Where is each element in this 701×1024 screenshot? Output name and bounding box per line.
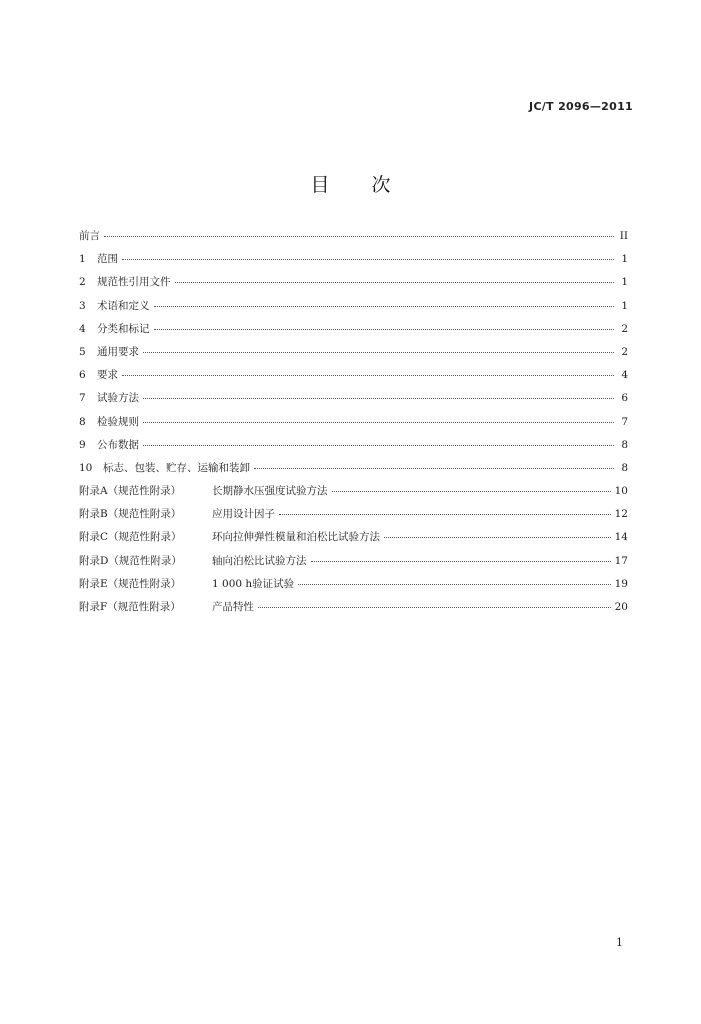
appendix-label: 应用设计因子 bbox=[212, 508, 275, 521]
dot-leader bbox=[143, 397, 614, 399]
toc-entry-number: 10 bbox=[79, 461, 93, 474]
dot-leader bbox=[143, 421, 614, 423]
standard-code: JC/T 2096—2011 bbox=[529, 100, 633, 113]
appendix-label: 轴向泊松比试验方法 bbox=[212, 554, 307, 567]
toc-entry-number: 7 bbox=[79, 392, 86, 405]
toc-entry-page: 8 bbox=[621, 461, 628, 474]
appendix-prefix: 附录C（规范性附录） bbox=[79, 531, 182, 544]
appendix-page: 12 bbox=[614, 508, 628, 521]
table-of-contents bbox=[79, 228, 628, 622]
toc-entry-number: 1 bbox=[79, 253, 86, 266]
toc-entry-3[interactable] bbox=[79, 298, 628, 321]
appendix-prefix: 附录B（规范性附录） bbox=[79, 508, 182, 521]
toc-entry-4[interactable] bbox=[79, 321, 628, 344]
toc-entry-label: 检验规则 bbox=[97, 415, 139, 428]
toc-entry-number: 8 bbox=[79, 415, 86, 428]
toc-entry-8[interactable] bbox=[79, 414, 628, 437]
appendix-label: 环向拉伸弹性模量和泊松比试验方法 bbox=[212, 531, 380, 544]
dot-leader bbox=[254, 467, 614, 469]
toc-entry-number: 4 bbox=[79, 322, 86, 335]
toc-entry-label: 通用要求 bbox=[97, 345, 139, 358]
appendix-label: 长期静水压强度试验方法 bbox=[212, 485, 328, 498]
appendix-prefix: 附录F（规范性附录） bbox=[79, 601, 181, 613]
toc-entry-label: 试验方法 bbox=[97, 392, 139, 405]
page-number: 1 bbox=[616, 936, 623, 949]
toc-entry-page: 2 bbox=[621, 345, 628, 358]
toc-entry-page: 4 bbox=[621, 369, 628, 382]
dot-leader bbox=[384, 536, 611, 538]
dot-leader bbox=[175, 281, 615, 283]
dot-leader bbox=[279, 513, 611, 515]
toc-entry-label: 公布数据 bbox=[97, 438, 139, 451]
appendix-page: 14 bbox=[614, 531, 628, 544]
dot-leader bbox=[258, 606, 611, 608]
toc-entry-label: 规范性引用文件 bbox=[97, 276, 171, 289]
appendix-page: 17 bbox=[614, 554, 628, 567]
toc-entry-1[interactable] bbox=[79, 251, 628, 274]
toc-entry-6[interactable] bbox=[79, 367, 628, 390]
dot-leader bbox=[122, 374, 614, 376]
dot-leader bbox=[154, 328, 615, 330]
toc-entry-number: 9 bbox=[79, 438, 86, 451]
appendix-prefix: 附录D（规范性附录） bbox=[79, 554, 182, 567]
toc-appendix-b[interactable] bbox=[79, 506, 628, 529]
toc-entry-label: 标志、包装、贮存、运输和装卸 bbox=[103, 461, 250, 474]
dot-leader bbox=[311, 560, 611, 562]
appendix-page: 20 bbox=[614, 601, 628, 613]
toc-entry-page: 1 bbox=[621, 276, 628, 289]
toc-entry-label: 分类和标记 bbox=[97, 322, 150, 335]
toc-entry-number: 2 bbox=[79, 276, 86, 289]
dot-leader bbox=[122, 258, 614, 260]
appendix-prefix: 附录A（规范性附录） bbox=[79, 485, 182, 498]
toc-entry-number: 6 bbox=[79, 369, 86, 382]
toc-entry-page: II bbox=[619, 230, 628, 242]
toc-appendix-e[interactable] bbox=[79, 576, 628, 599]
appendix-page: 10 bbox=[614, 485, 628, 498]
toc-entry-page: 7 bbox=[621, 415, 628, 428]
dot-leader bbox=[154, 305, 615, 307]
toc-appendix-a[interactable] bbox=[79, 483, 628, 506]
toc-appendix-d[interactable] bbox=[79, 553, 628, 576]
dot-leader bbox=[143, 351, 614, 353]
dot-leader bbox=[298, 583, 610, 585]
toc-entry-page: 2 bbox=[621, 322, 628, 335]
toc-entry-7[interactable] bbox=[79, 390, 628, 413]
toc-entry-page: 1 bbox=[621, 299, 628, 312]
appendix-label: 产品特性 bbox=[212, 601, 254, 613]
toc-entry-page: 8 bbox=[621, 438, 628, 451]
toc-entry-page: 1 bbox=[621, 253, 628, 266]
toc-entry-label: 要求 bbox=[97, 369, 118, 382]
dot-leader bbox=[143, 444, 614, 446]
toc-entry-5[interactable] bbox=[79, 344, 628, 367]
toc-appendix-f[interactable] bbox=[79, 599, 628, 622]
toc-entry-10[interactable] bbox=[79, 460, 628, 483]
toc-entry-9[interactable] bbox=[79, 437, 628, 460]
toc-entry-label: 范围 bbox=[97, 253, 118, 266]
toc-entry-label: 术语和定义 bbox=[97, 299, 150, 312]
dot-leader bbox=[332, 490, 611, 492]
toc-entry-foreword[interactable] bbox=[79, 228, 628, 251]
appendix-label: 1 000 h验证试验 bbox=[212, 577, 295, 590]
toc-entry-number: 3 bbox=[79, 299, 86, 312]
toc-entry-label: 前言 bbox=[79, 230, 100, 242]
appendix-prefix: 附录E（规范性附录） bbox=[79, 577, 182, 590]
toc-title: 目次 bbox=[310, 174, 433, 196]
toc-entry-number: 5 bbox=[79, 345, 86, 358]
toc-entry-2[interactable] bbox=[79, 274, 628, 297]
dot-leader bbox=[104, 235, 614, 237]
toc-appendix-c[interactable] bbox=[79, 529, 628, 552]
toc-entry-page: 6 bbox=[621, 392, 628, 405]
appendix-page: 19 bbox=[614, 577, 628, 590]
